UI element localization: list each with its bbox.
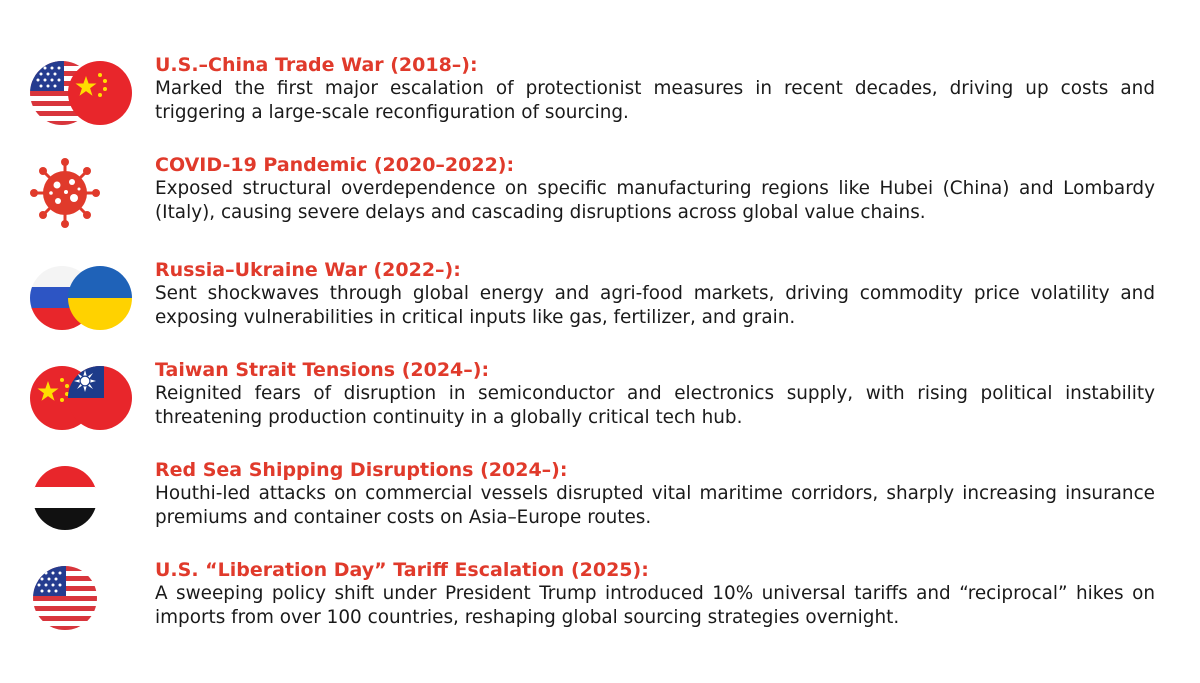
event-item-red-sea-shipping — [0, 459, 1200, 553]
yemen-flag-icon — [30, 463, 140, 533]
event-title: Taiwan Strait Tensions (2024–): — [155, 359, 490, 381]
us-flag-icon — [30, 563, 140, 633]
event-description: Reignited fears of disruption in semiconductor and electronics supply, with rising political instability threatening production continuity in a globally critical tech hub. — [155, 383, 1155, 428]
event-item-taiwan-strait-tensions — [0, 359, 1200, 453]
event-item-liberation-day-tariffs — [0, 559, 1200, 653]
event-description: Exposed structural overdependence on specific manufacturing regions like Hubei (China) and Lombardy (Italy), causing severe delays and cascading disruptions across global value chains. — [155, 178, 1155, 223]
event-description: Sent shockwaves through global energy and agri-food markets, driving commodity price volatility and exposing vulnerabilities in critical inputs like gas, fertilizer, and grain. — [155, 283, 1155, 328]
event-item-us-china-trade-war — [0, 54, 1200, 148]
event-title: U.S. “Liberation Day” Tariff Escalation (2025): — [155, 559, 649, 581]
event-title: Red Sea Shipping Disruptions (2024–): — [155, 459, 568, 481]
event-item-russia-ukraine-war — [0, 259, 1200, 353]
event-title: U.S.–China Trade War (2018–): — [155, 54, 478, 76]
russia-ukraine-flags-icon — [30, 263, 140, 333]
virus-icon — [30, 158, 140, 228]
us-china-flags-icon — [30, 58, 140, 128]
event-item-covid-19 — [0, 154, 1200, 248]
event-description: Marked the first major escalation of protectionist measures in recent decades, driving up costs and triggering a large-scale reconfiguration of sourcing. — [155, 78, 1155, 123]
event-description: A sweeping policy shift under President Trump introduced 10% universal tariffs and “reciprocal” hikes on imports from over 100 countries, reshaping global sourcing strategies overnight. — [155, 583, 1155, 628]
event-title: COVID-19 Pandemic (2020–2022): — [155, 154, 515, 176]
event-description: Houthi-led attacks on commercial vessels disrupted vital maritime corridors, sharply increasing insurance premiums and container costs on Asia–Europe routes. — [155, 483, 1155, 528]
event-title: Russia–Ukraine War (2022–): — [155, 259, 461, 281]
china-taiwan-flags-icon — [30, 363, 140, 433]
